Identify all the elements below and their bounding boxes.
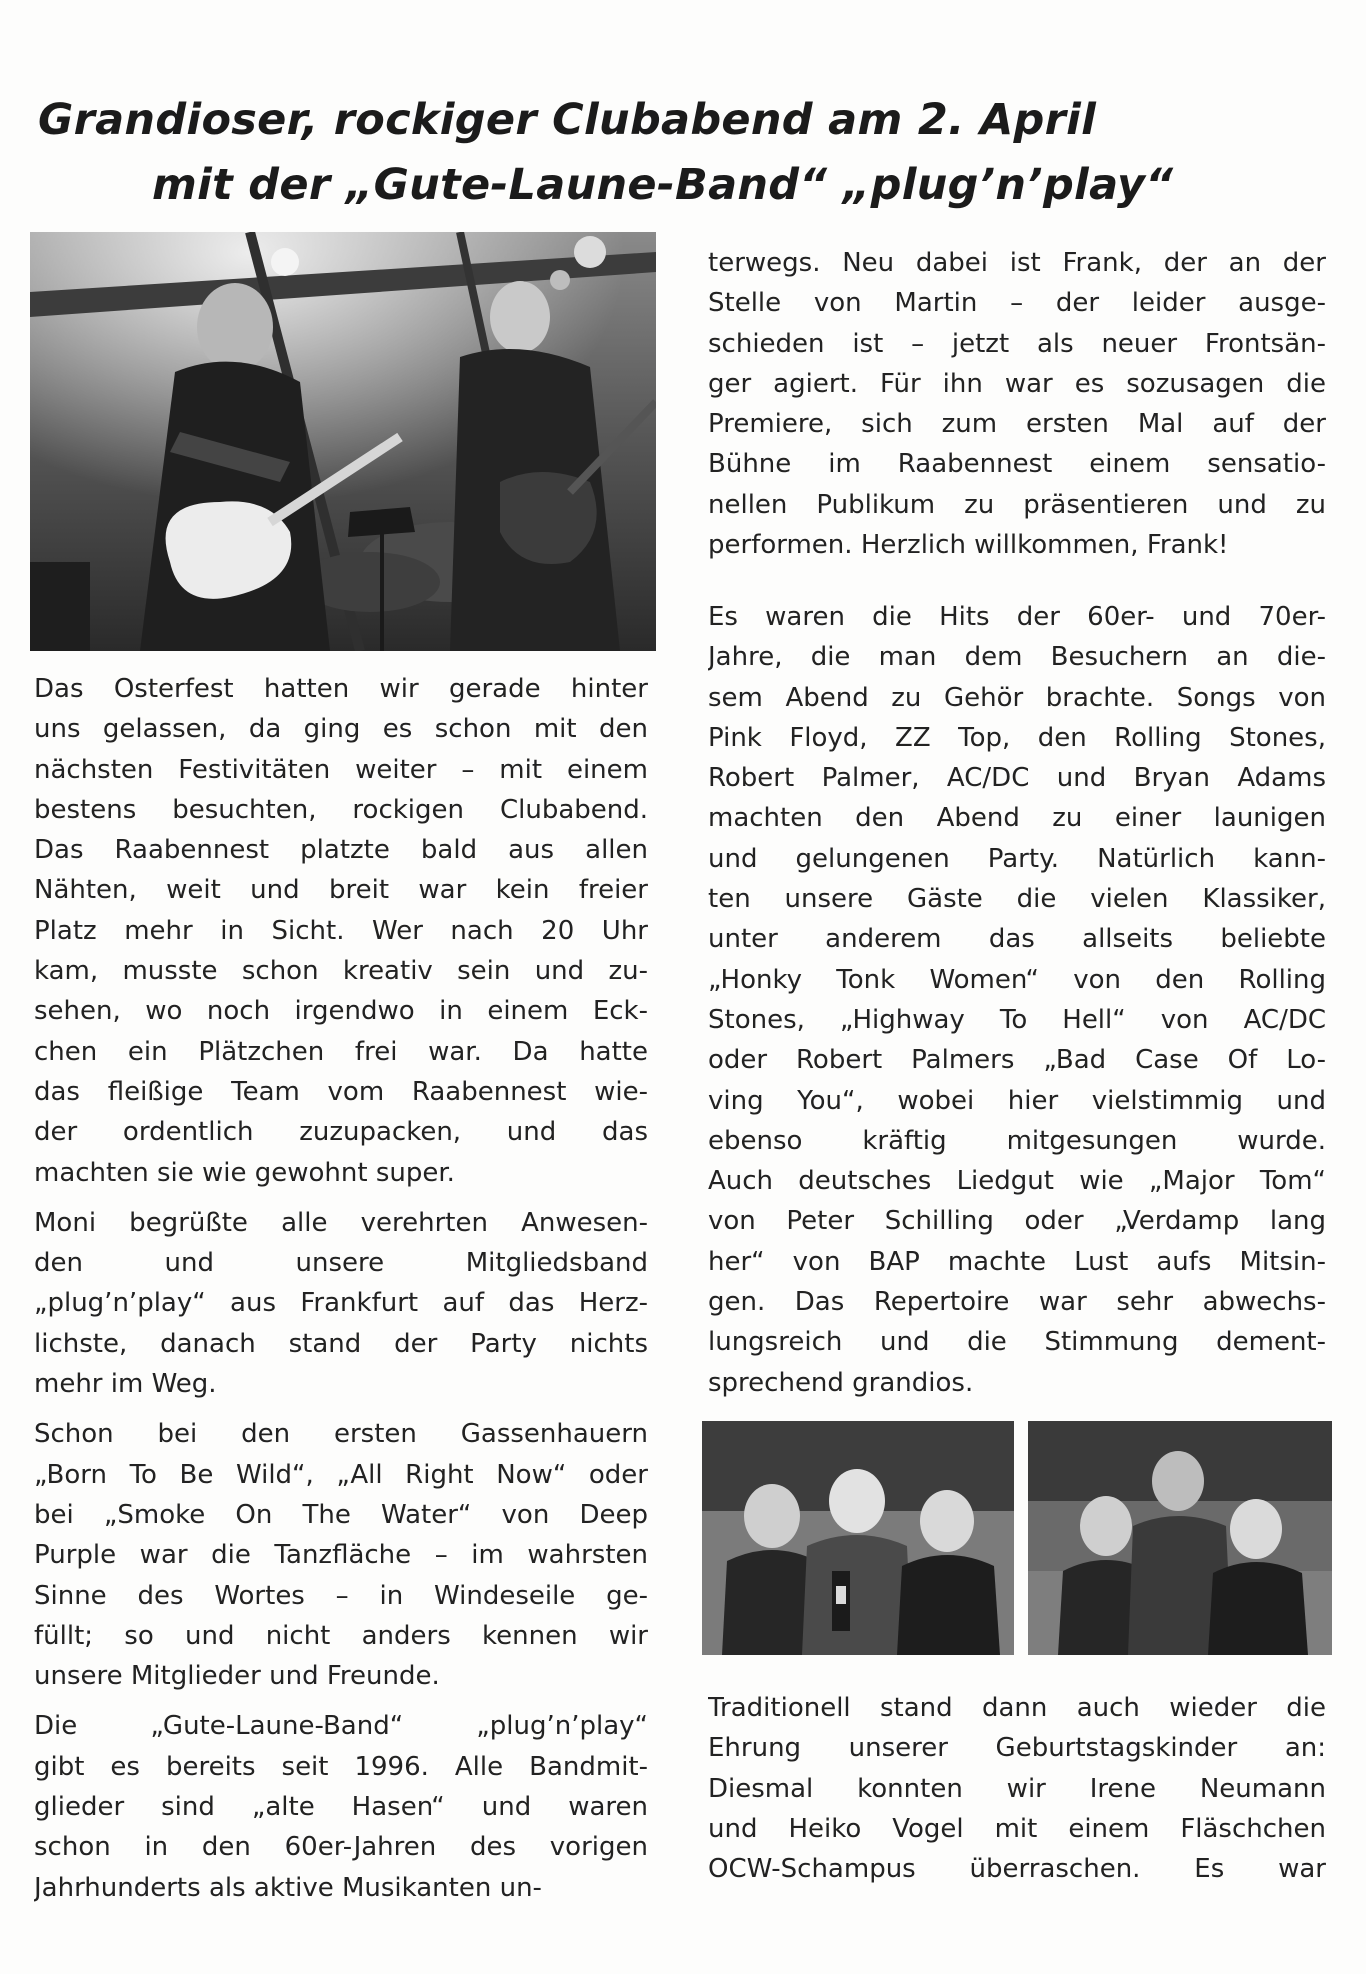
text-line: füllt; so und nicht anders kennen wir [34, 1620, 648, 1651]
left-column-text [34, 669, 648, 1908]
text-line: sprechend grandios. [708, 1367, 974, 1398]
text-line: ten unsere Gäste die vielen Klassiker, [708, 884, 1326, 915]
text-line: Ehrung unserer Geburtstagskinder an: [708, 1733, 1326, 1764]
right-column-text-top [708, 243, 1326, 565]
text-line: Pink Floyd, ZZ Top, den Rolling Stones, [708, 722, 1326, 753]
text-line: Es waren die Hits der 60er- und 70er- [708, 602, 1326, 632]
honorees-right-illustration [1028, 1421, 1332, 1655]
text-line: „Honky Tonk Women“ von den Rolling [708, 964, 1326, 995]
text-line: performen. Herzlich willkommen, Frank! [708, 530, 1229, 561]
honorees-left-illustration [702, 1421, 1014, 1655]
text-line: Jahrhunderts als aktive Musikanten un- [34, 1872, 542, 1903]
text-line: chen ein Plätzchen frei war. Da hatte [34, 1036, 648, 1067]
text-line: ving You“, wobei hier vielstimmig und [708, 1085, 1326, 1116]
headline-line-2: mit der „Gute-Laune-Band“ „plug’n’play“ [152, 160, 1174, 210]
band-photo-illustration [30, 232, 656, 651]
text-line: Robert Palmer, AC/DC und Bryan Adams [708, 763, 1326, 794]
right-column-text-middle [708, 597, 1326, 1403]
text-line: nächsten Festivitäten weiter – mit einem [34, 754, 648, 785]
text-line: bei „Smoke On The Water“ von Deep [34, 1499, 648, 1530]
text-line: unter anderem das allseits beliebte [708, 924, 1326, 955]
right-paragraph-2 [708, 597, 1326, 1403]
text-line: gen. Das Repertoire war sehr abwechs- [708, 1287, 1326, 1318]
honorees-photo-right [1028, 1421, 1332, 1655]
text-line: gibt es bereits seit 1996. Alle Bandmit- [34, 1751, 648, 1782]
text-line: glieder sind „alte Hasen“ und waren [34, 1792, 648, 1823]
text-line: das fleißige Team vom Raabennest wie- [34, 1076, 648, 1107]
text-line: ebenso kräftig mitgesungen wurde. [708, 1125, 1326, 1156]
text-line: schieden ist – jetzt als neuer Frontsän- [708, 328, 1326, 359]
text-line: Stelle von Martin – der leider ausge- [708, 288, 1326, 319]
text-line: Auch deutsches Liedgut wie „Major Tom“ [708, 1166, 1326, 1197]
text-line: schon in den 60er-Jahren des vorigen [34, 1832, 648, 1863]
text-line: Moni begrüßte alle verehrten Anwesen- [34, 1207, 648, 1238]
text-line: sem Abend zu Gehör brachte. Songs von [708, 682, 1326, 713]
text-line: von Peter Schilling oder „Verdamp lang [708, 1206, 1326, 1237]
band-photo [30, 232, 656, 651]
left-paragraph-2 [34, 1203, 648, 1404]
text-line: den und unsere Mitgliedsband [34, 1248, 648, 1279]
honorees-photo-left [702, 1421, 1014, 1655]
text-line: lungsreich und die Stimmung dement- [708, 1327, 1326, 1358]
text-line: oder Robert Palmers „Bad Case Of Lo- [708, 1045, 1326, 1076]
text-line: Bühne im Raabennest einem sensatio- [708, 449, 1326, 480]
text-line: der ordentlich zuzupacken, und das [34, 1117, 648, 1148]
left-paragraph-3 [34, 1414, 648, 1696]
text-line: Premiere, sich zum ersten Mal auf der [708, 409, 1326, 440]
text-line: unsere Mitglieder und Freunde. [34, 1661, 440, 1692]
text-line: Schon bei den ersten Gassenhauern [34, 1419, 648, 1450]
right-paragraph-1 [708, 243, 1326, 565]
right-paragraph-3 [708, 1688, 1326, 1889]
text-line: Das Osterfest hatten wir gerade hinter [34, 674, 648, 704]
text-line: „plug’n’play“ aus Frankfurt auf das Herz- [34, 1288, 648, 1319]
text-line: kam, musste schon kreativ sein und zu- [34, 956, 648, 987]
text-line: mehr im Weg. [34, 1369, 217, 1400]
text-line: Die „Gute-Laune-Band“ „plug’n’play“ [34, 1711, 648, 1742]
text-line: machten den Abend zu einer launigen [708, 803, 1326, 834]
left-paragraph-4 [34, 1706, 648, 1907]
text-line: ger agiert. Für ihn war es sozusagen die [708, 368, 1326, 399]
text-line: OCW-Schampus überraschen. Es war [708, 1854, 1326, 1885]
text-line: „Born To Be Wild“, „All Right Now“ oder [34, 1459, 648, 1490]
text-line: Diesmal konnten wir Irene Neumann [708, 1773, 1326, 1804]
text-line: Platz mehr in Sicht. Wer nach 20 Uhr [34, 915, 648, 946]
text-line: nellen Publikum zu präsentieren und zu [708, 489, 1326, 520]
text-line: und gelungenen Party. Natürlich kann- [708, 843, 1326, 874]
text-line: Nähten, weit und breit war kein freier [34, 875, 648, 906]
right-column-text-bottom [708, 1688, 1326, 1889]
text-line: sehen, wo noch irgendwo in einem Eck- [34, 996, 648, 1027]
left-paragraph-1 [34, 669, 648, 1193]
text-line: her“ von BAP machte Lust aufs Mitsin- [708, 1246, 1326, 1277]
text-line: uns gelassen, da ging es schon mit den [34, 714, 648, 745]
text-line: Sinne des Wortes – in Windeseile ge- [34, 1580, 648, 1611]
text-line: terwegs. Neu dabei ist Frank, der an der [708, 248, 1326, 278]
text-line: Purple war die Tanzfläche – im wahrsten [34, 1540, 648, 1571]
text-line: und Heiko Vogel mit einem Fläschchen [708, 1813, 1326, 1844]
text-line: lichste, danach stand der Party nichts [34, 1328, 648, 1359]
text-line: Das Raabennest platzte bald aus allen [34, 835, 648, 866]
text-line: bestens besuchten, rockigen Clubabend. [34, 794, 648, 825]
text-line: Jahre, die man dem Besuchern an die- [708, 642, 1326, 673]
headline-line-1: Grandioser, rockiger Clubabend am 2. April [38, 95, 1097, 145]
text-line: Traditionell stand dann auch wieder die [708, 1693, 1326, 1723]
text-line: machten sie wie gewohnt super. [34, 1157, 455, 1188]
text-line: Stones, „Highway To Hell“ von AC/DC [708, 1004, 1326, 1035]
